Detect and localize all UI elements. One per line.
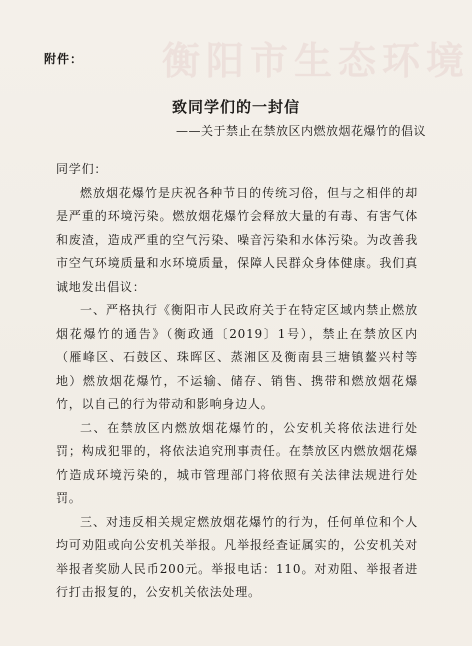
greeting: 同学们： bbox=[56, 162, 108, 176]
watermark-text: 衡阳市生态环境 bbox=[161, 38, 470, 83]
paragraph-item-1: 一、严格执行《衡阳市人民政府关于在特定区域内禁止燃放烟花爆竹的通告》（衡政通〔2019〕1号），禁止在禁放区内（雁峰区、石鼓区、珠晖区、蒸湘区及衡南县三塘镇鳌兴村等地）燃放烟花爆竹，不运输、储存、销售、携带和燃放烟花爆竹，以自己的行为带动和影响身边人。 bbox=[56, 303, 418, 411]
attachment-label: 附件： bbox=[44, 52, 84, 66]
letter-subtitle: ——关于禁止在禁放区内燃放烟花爆竹的倡议 bbox=[175, 124, 426, 138]
paragraph-intro: 燃放烟花爆竹是庆祝各种节日的传统习俗，但与之相伴的却是严重的环境污染。燃放烟花爆竹会释放大量的有毒、有害气体和废渣，造成严重的空气污染、噪音污染和水体污染。为改善我市空气环境质量和水环境质量，保障人民群众身体健康。我们真诚地发出倡议： bbox=[56, 185, 418, 294]
paragraph-item-2: 二、在禁放区内燃放烟花爆竹的，公安机关将依法进行处罚；构成犯罪的，将依法追究刑事责任。在禁放区内燃放烟花爆竹造成环境污染的，城市管理部门将依照有关法律法规进行处罚。 bbox=[56, 420, 418, 505]
letter-body bbox=[56, 158, 418, 605]
letter-title: 致同学们的一封信 bbox=[171, 98, 300, 116]
paragraph-item-3: 三、对违反相关规定燃放烟花爆竹的行为，任何单位和个人均可劝阻或向公安机关举报。凡举报经查证属实的，公安机关对举报者奖励人民币200元。举报电话：110。对劝阻、举报者进行打击报复的，公安机关依法处理。 bbox=[56, 514, 418, 599]
